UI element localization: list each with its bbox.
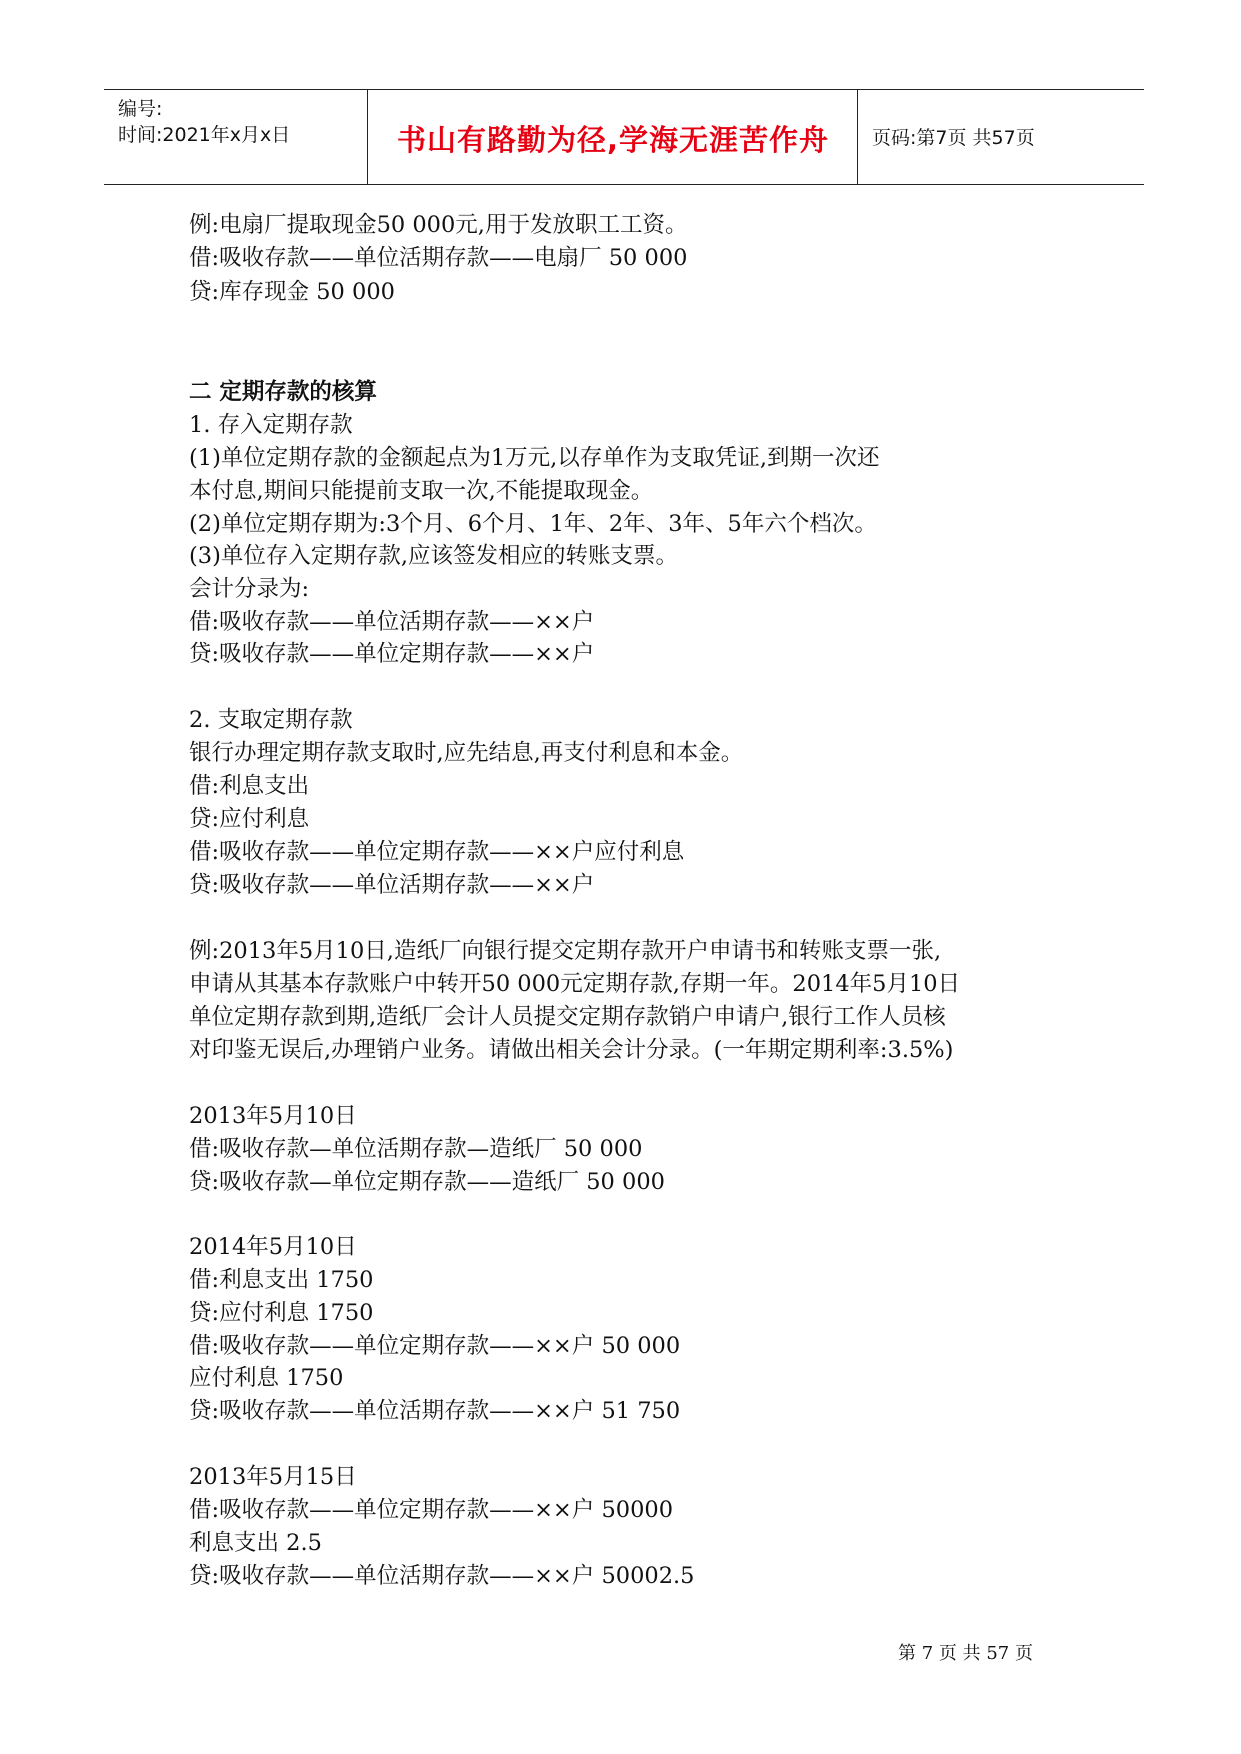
text-line: 利息支出 2.5	[189, 1530, 322, 1556]
text-line: 对印鉴无误后,办理销户业务。请做出相关会计分录。(一年期定期利率:3.5%)	[189, 1037, 954, 1063]
text-line: 贷:吸收存款——单位活期存款——××户 51 750	[189, 1398, 681, 1424]
text-line: 借:利息支出 1750	[189, 1267, 374, 1293]
text-line: 借:吸收存款——单位定期存款——××户 50000	[189, 1497, 674, 1523]
motto: 书山有路勤为径,学海无涯苦作舟	[396, 123, 830, 157]
text-line: 贷:应付利息 1750	[189, 1300, 374, 1326]
text-line: 贷:应付利息	[189, 806, 310, 832]
header-info-cell	[104, 90, 368, 184]
text-line: 应付利息 1750	[189, 1365, 344, 1391]
text-line: 2013年5月10日	[189, 1103, 357, 1129]
time-label: 时间:2021年x月x日	[118, 124, 291, 146]
text-line: 1. 存入定期存款	[189, 412, 353, 438]
text-line: (1)单位定期存款的金额起点为1万元,以存单作为支取凭证,到期一次还	[189, 445, 880, 471]
text-line: 借:吸收存款—单位活期存款—造纸厂 50 000	[189, 1136, 643, 1162]
text-line: 贷:吸收存款——单位定期存款——××户	[189, 641, 595, 667]
text-line: 借:吸收存款——单位定期存款——××户 50 000	[189, 1333, 681, 1359]
text-line: 本付息,期间只能提前支取一次,不能提取现金。	[189, 478, 654, 504]
text-line: 会计分录为:	[189, 576, 310, 602]
serial-label: 编号:	[118, 98, 163, 120]
page-code: 页码:第7页 共57页	[872, 127, 1035, 149]
text-line: 借:吸收存款——单位活期存款——电扇厂 50 000	[189, 245, 688, 271]
text-line: 例:电扇厂提取现金50 000元,用于发放职工工资。	[189, 212, 688, 238]
text-line: 贷:库存现金 50 000	[189, 279, 395, 305]
text-line: 2. 支取定期存款	[189, 707, 353, 733]
header-motto-cell	[368, 90, 858, 184]
text-line: 借:吸收存款——单位活期存款——××户	[189, 609, 595, 635]
text-line: 申请从其基本存款账户中转开50 000元定期存款,存期一年。2014年5月10日	[189, 971, 961, 997]
text-line: 借:吸收存款——单位定期存款——××户应付利息	[189, 839, 685, 865]
text-line: 贷:吸收存款—单位定期存款——造纸厂 50 000	[189, 1169, 665, 1195]
text-line: 银行办理定期存款支取时,应先结息,再支付利息和本金。	[189, 740, 744, 766]
section-heading: 二 定期存款的核算	[189, 379, 377, 405]
text-line: 借:利息支出	[189, 773, 310, 799]
page-header	[104, 89, 1144, 185]
text-line: 单位定期存款到期,造纸厂会计人员提交定期存款销户申请户,银行工作人员核	[189, 1004, 946, 1030]
text-line: 贷:吸收存款——单位活期存款——××户	[189, 872, 595, 898]
text-line: 2014年5月10日	[189, 1234, 357, 1260]
text-line: (2)单位定期存期为:3个月、6个月、1年、2年、3年、5年六个档次。	[189, 511, 877, 537]
text-line: 2013年5月15日	[189, 1464, 357, 1490]
text-line: 贷:吸收存款——单位活期存款——××户 50002.5	[189, 1563, 695, 1589]
text-line: (3)单位存入定期存款,应该签发相应的转账支票。	[189, 543, 679, 569]
text-line: 例:2013年5月10日,造纸厂向银行提交定期存款开户申请书和转账支票一张,	[189, 938, 942, 964]
page-footer: 第 7 页 共 57 页	[898, 1643, 1033, 1664]
header-page-cell	[858, 90, 1144, 184]
